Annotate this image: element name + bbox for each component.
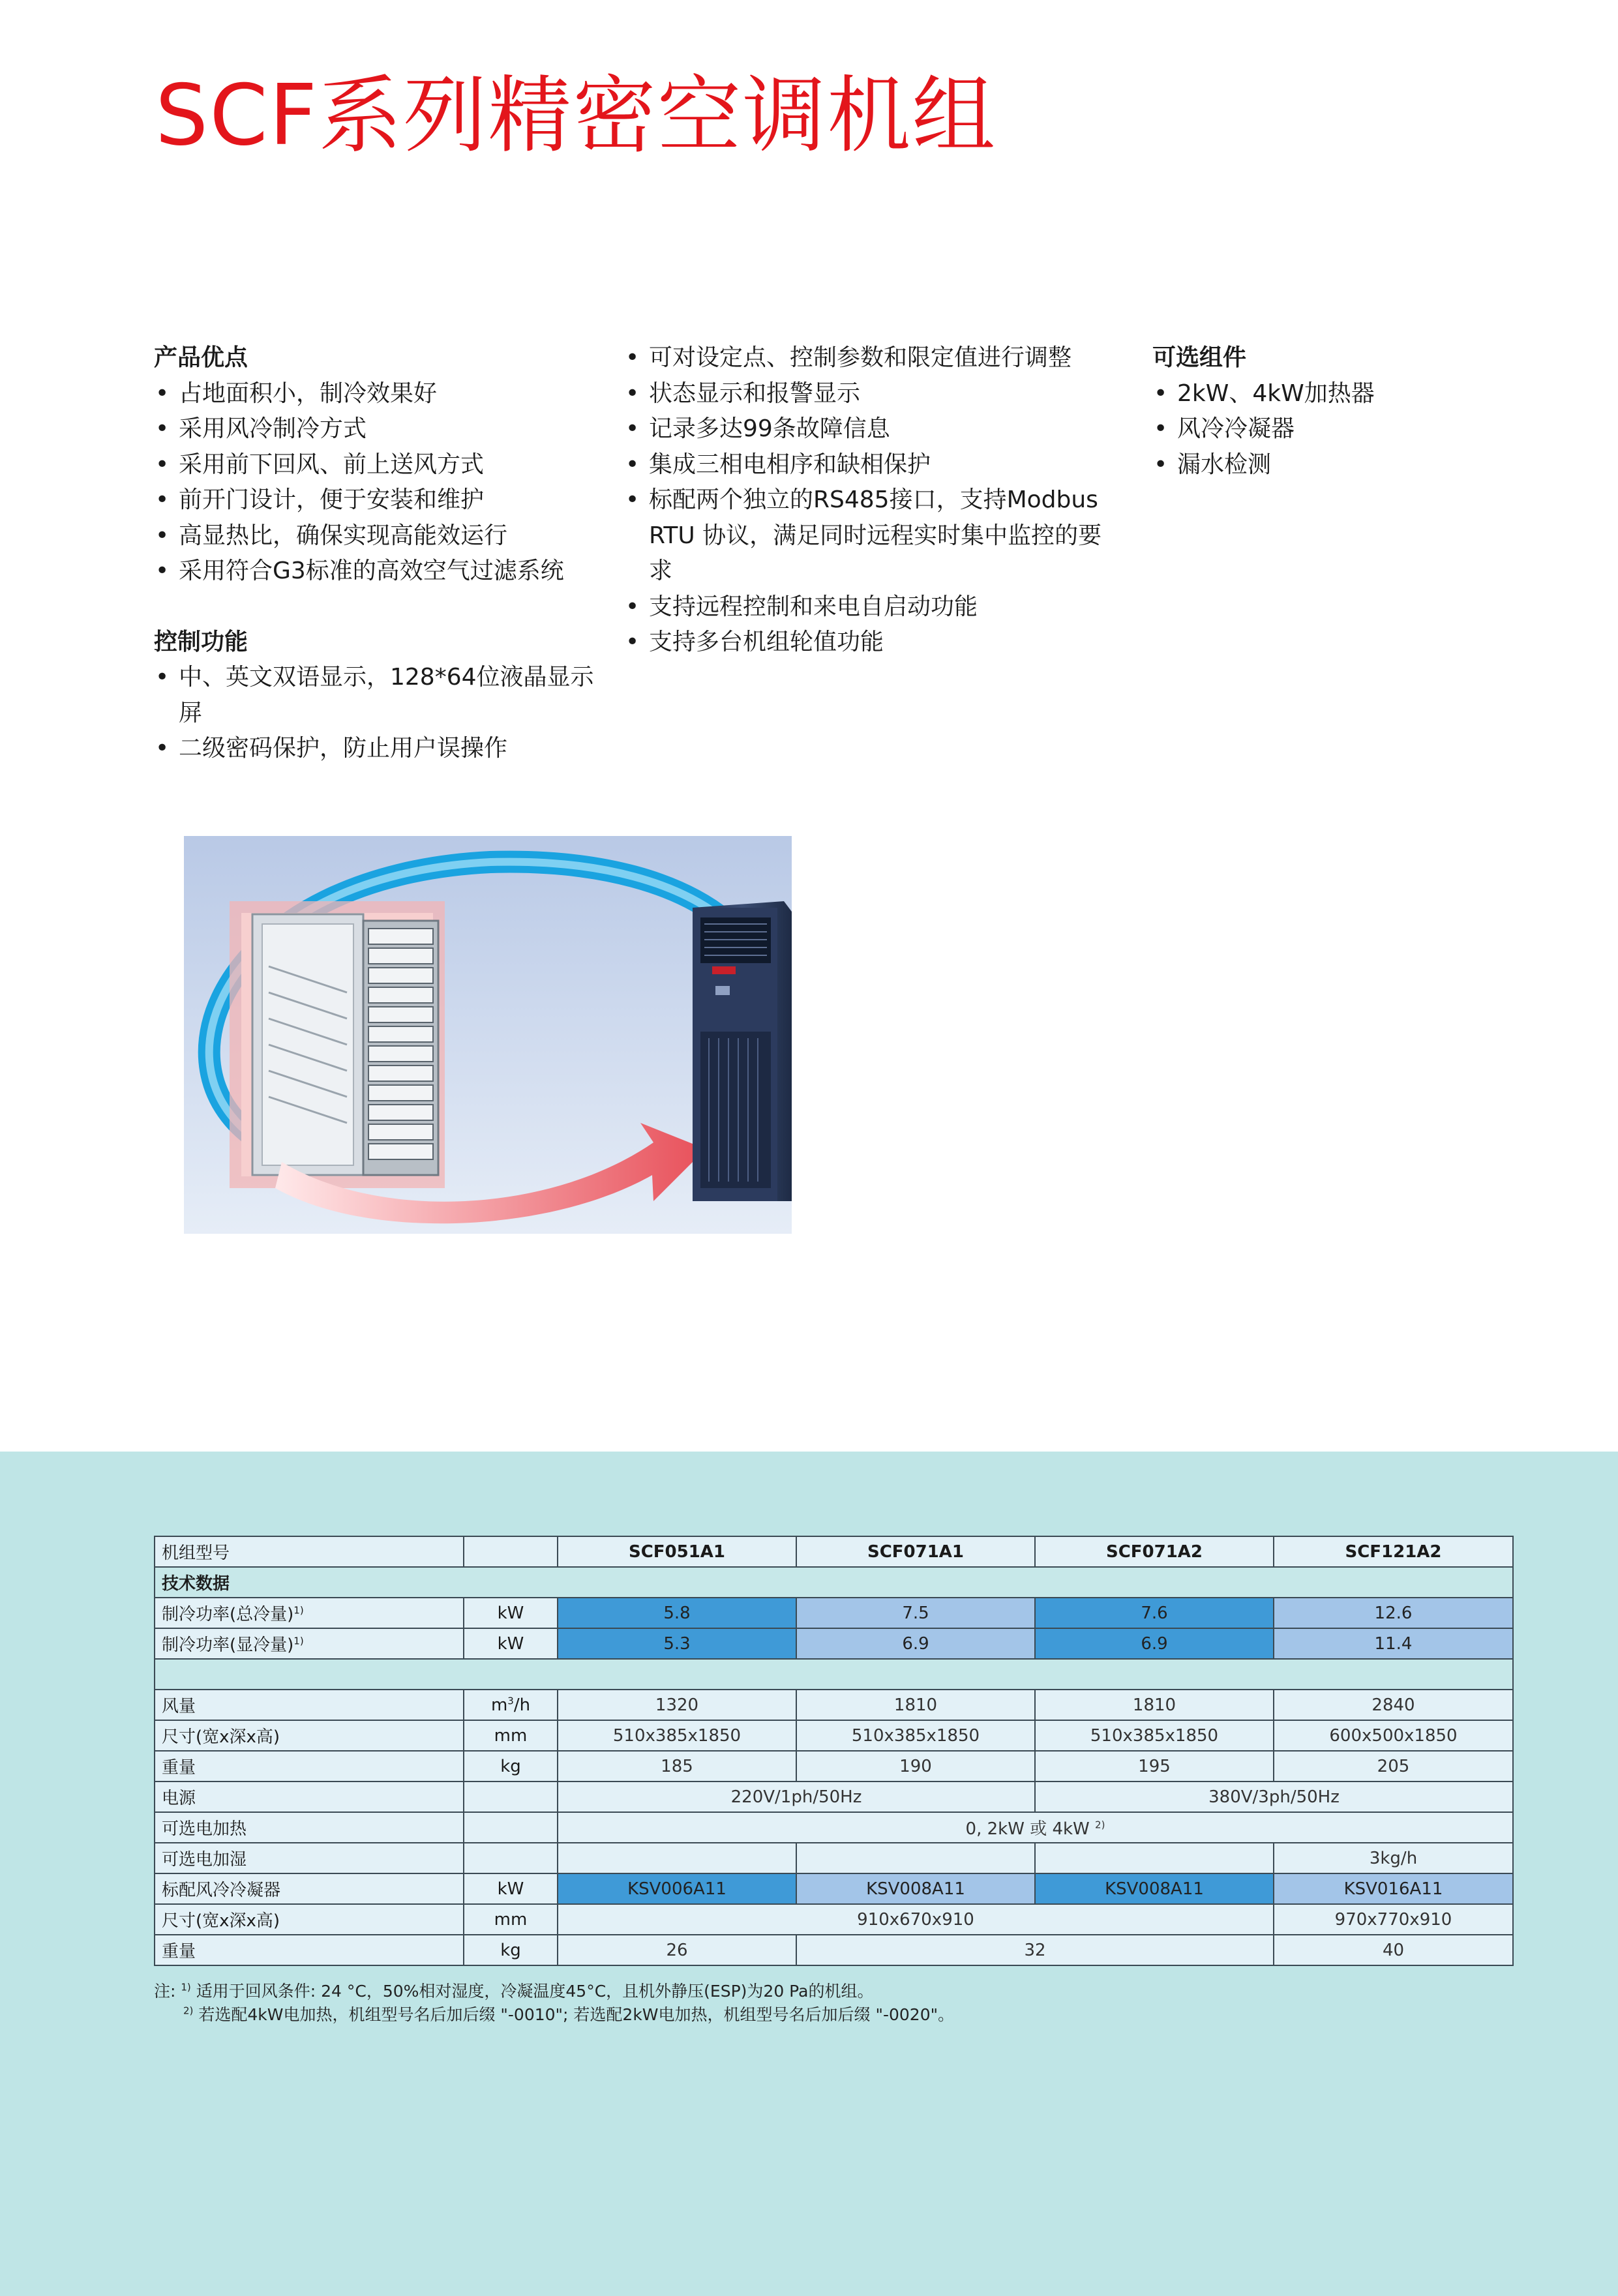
list-item: • 前开门设计，便于安装和维护 [154,483,597,518]
row-label: 重量 [155,1751,464,1782]
table-cell: 3kg/h [1274,1843,1513,1873]
control-list-part1 [154,660,597,767]
advantages-list [154,376,597,589]
table-cell: 7.6 [1035,1598,1274,1628]
row-label: 风量 [155,1690,464,1720]
table-row [155,1690,1513,1720]
list-item: • 状态显示和报警显示 [624,376,1107,412]
list-item: • 漏水检测 [1152,447,1478,483]
table-cell: 32 [796,1935,1274,1965]
table-cell: 5.3 [558,1628,796,1659]
table-cell: 26 [558,1935,796,1965]
table-cell: KSV006A11 [558,1873,796,1904]
table-cell: 970x770x910 [1274,1904,1513,1935]
table-row [155,1536,1513,1567]
tech-data-label: 技术数据 [155,1567,1513,1598]
row-unit: mm [464,1904,558,1935]
table-cell: 190 [796,1751,1035,1782]
list-item: • 采用符合G3标准的高效空气过滤系统 [154,554,597,589]
list-item: • 记录多达99条故障信息 [624,411,1107,447]
table-cell: 6.9 [1035,1628,1274,1659]
table-row [155,1598,1513,1628]
list-item: • 可对设定点、控制参数和限定值进行调整 [624,340,1107,376]
row-unit: kW [464,1628,558,1659]
table-cell: 185 [558,1751,796,1782]
table-row [155,1812,1513,1843]
table-cell: 5.8 [558,1598,796,1628]
list-item: • 采用前下回风、前上送风方式 [154,447,597,483]
table-cell: 12.6 [1274,1598,1513,1628]
table-row [155,1782,1513,1812]
table-cell: 1320 [558,1690,796,1720]
server-rack [252,914,438,1175]
row-unit: kg [464,1935,558,1965]
row-label: 电源 [155,1782,464,1812]
table-row [155,1935,1513,1965]
row-label: 尺寸(宽x深x高) [155,1720,464,1751]
list-item: • 标配两个独立的RS485接口，支持Modbus RTU 协议，满足同时远程实时集中监控的要求 [624,483,1107,589]
table-cell: KSV008A11 [1035,1873,1274,1904]
table-cell: 205 [1274,1751,1513,1782]
column-left [154,340,597,767]
table-cell: 0, 2kW 或 4kW $^{2)}$ [558,1812,1513,1843]
control-heading: 控制功能 [154,628,248,655]
row-label: 制冷功率(显冷量)$^{1)}$ [155,1628,464,1659]
list-item: • 二级密码保护，防止用户误操作 [154,731,597,767]
precision-ac-unit [693,901,792,1201]
list-item: • 采用风冷制冷方式 [154,411,597,447]
row-label: 可选电加热 [155,1812,464,1843]
model-label: 机组型号 [155,1536,464,1567]
table-row [155,1843,1513,1873]
table-row [155,1751,1513,1782]
row-unit: kg [464,1751,558,1782]
row-unit: kW [464,1598,558,1628]
row-label: 尺寸(宽x深x高) [155,1904,464,1935]
model-header: SCF051A1 [558,1536,796,1567]
footnote-2: $^{2)}$ 若选配4kW电加热，机组型号名后加后缀 "-0010"; 若选配2kW电加热，机组型号名后加后缀 "-0020"。 [183,2005,955,2024]
footnotes [154,1980,954,2027]
table-row [155,1873,1513,1904]
table-cell: 7.5 [796,1598,1035,1628]
list-item: • 占地面积小，制冷效果好 [154,376,597,412]
row-label: 标配风冷冷凝器 [155,1873,464,1904]
table-row [155,1628,1513,1659]
airflow-illustration [184,836,792,1234]
table-row [155,1659,1513,1690]
spec-table [154,1536,1514,1966]
table-cell: 510x385x1850 [796,1720,1035,1751]
table-cell: 6.9 [796,1628,1035,1659]
list-item: • 支持远程控制和来电自启动功能 [624,589,1107,625]
table-cell: KSV016A11 [1274,1873,1513,1904]
model-header: SCF121A2 [1274,1536,1513,1567]
control-list-part2 [624,340,1107,661]
table-cell: 380V/3ph/50Hz [1035,1782,1513,1812]
table-row [155,1904,1513,1935]
page-title: SCF系列精密空调机组 [155,67,997,164]
table-cell: 1810 [1035,1690,1274,1720]
table-cell: 600x500x1850 [1274,1720,1513,1751]
table-cell: 510x385x1850 [1035,1720,1274,1751]
row-unit: $m^3/h$ [464,1690,558,1720]
table-cell: 510x385x1850 [558,1720,796,1751]
table-cell: 40 [1274,1935,1513,1965]
advantages-heading: 产品优点 [154,344,248,371]
model-header: SCF071A1 [796,1536,1035,1567]
model-header: SCF071A2 [1035,1536,1274,1567]
row-label: 重量 [155,1935,464,1965]
list-item: • 风冷冷凝器 [1152,411,1478,447]
spacer-row [155,1659,1513,1690]
column-middle [624,340,1107,661]
list-item: • 2kW、4kW加热器 [1152,376,1478,412]
list-item: • 集成三相电相序和缺相保护 [624,447,1107,483]
row-label: 制冷功率(总冷量)$^{1)}$ [155,1598,464,1628]
table-cell: 1810 [796,1690,1035,1720]
options-list [1152,376,1478,483]
options-heading: 可选组件 [1152,344,1247,371]
table-row [155,1720,1513,1751]
footnote-1: 注: $^{1)}$ 适用于回风条件: 24 °C，50%相对湿度，冷凝温度45°C，且机外静压(ESP)为20 Pa的机组。 [154,1981,874,2001]
table-cell: 910x670x910 [558,1904,1274,1935]
table-cell: 2840 [1274,1690,1513,1720]
table-cell: KSV008A11 [796,1873,1035,1904]
row-unit: mm [464,1720,558,1751]
table-cell: 11.4 [1274,1628,1513,1659]
list-item: • 支持多台机组轮值功能 [624,625,1107,661]
row-unit: kW [464,1873,558,1904]
table-cell: 195 [1035,1751,1274,1782]
list-item: • 高显热比，确保实现高能效运行 [154,518,597,554]
column-right [1152,340,1478,483]
table-row [155,1567,1513,1598]
list-item: • 中、英文双语显示，128*64位液晶显示屏 [154,660,597,731]
table-cell: 220V/1ph/50Hz [558,1782,1035,1812]
row-label: 可选电加湿 [155,1843,464,1873]
